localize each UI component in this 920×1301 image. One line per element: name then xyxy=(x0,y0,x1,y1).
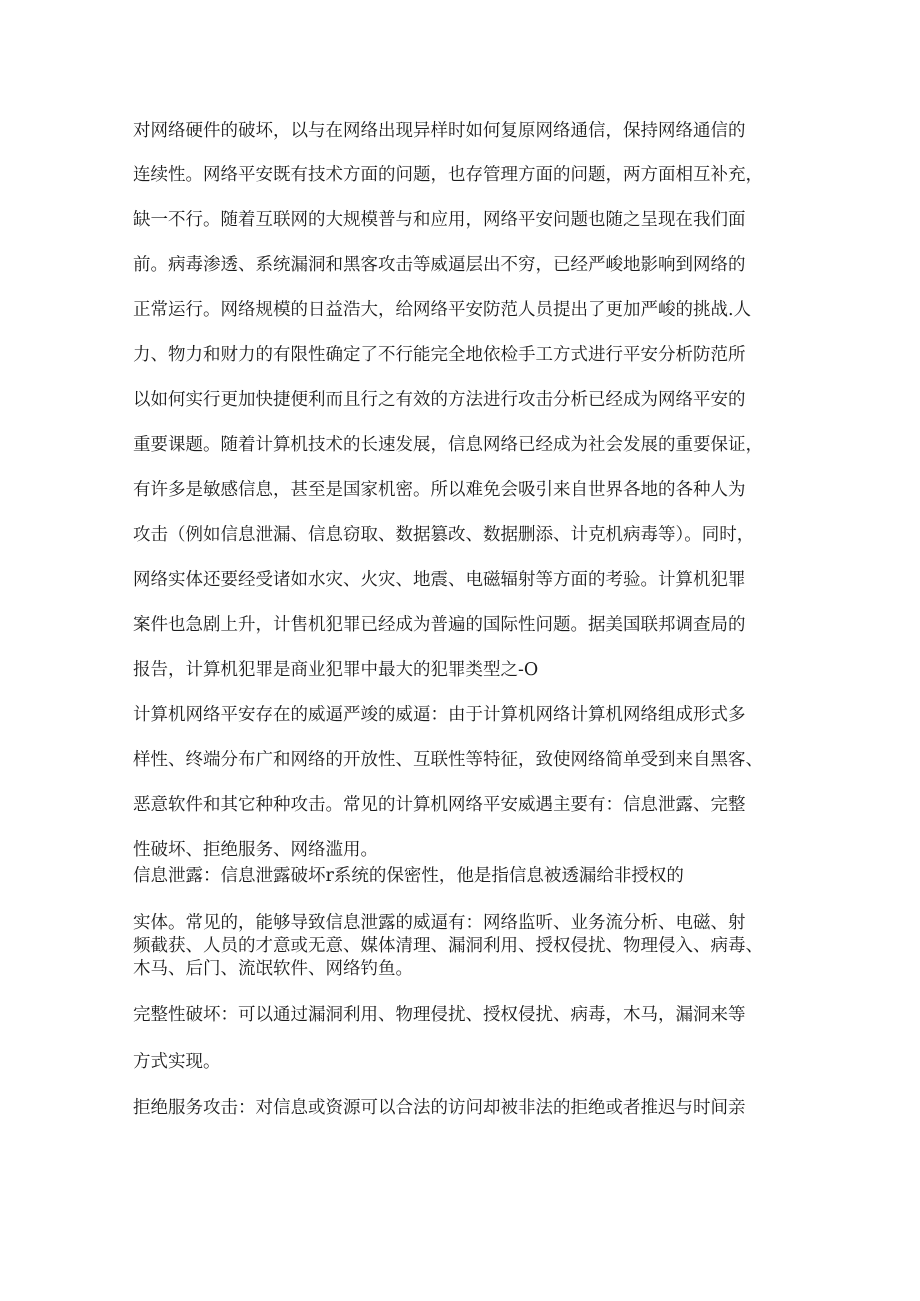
paragraph-line: 完整性破坏：可以通过漏洞利用、物理侵扰、授权侵扰、病毒，木马，漏洞来等 xyxy=(133,1005,746,1025)
paragraph-line: 木马、后门、流氓软件、网络钓鱼。 xyxy=(133,959,413,979)
paragraph-line: 频截获、人员的才意或无意、媒体清理、漏洞利用、授权侵扰、物理侵入、病毒、 xyxy=(133,936,763,956)
paragraph-line: 对网络硬件的破坏，以与在网络出现异样时如何复原网络通信，保持网络通信的 xyxy=(133,121,746,141)
paragraph-line: 重要课题。随着计算机技术的长速发展，信息网络已经成为社会发展的重要保证， xyxy=(133,435,763,455)
paragraph-line: 样性、终端分布广和网络的开放性、互联性等特征，致使网络简单受到来自黑客、 xyxy=(133,750,763,770)
paragraph-line: 拒绝服务攻击：对信息或资源可以合法的访问却被非法的拒绝或者推迟与时间亲 xyxy=(133,1098,746,1118)
paragraph-line: 报告，计算机犯罪是商业犯罪中最大的犯罪类型之-O xyxy=(133,660,539,680)
paragraph-line: 缺一不行。随着互联网的大规模普与和应用，网络平安问题也随之呈现在我们面 xyxy=(133,210,746,230)
paragraph-line: 连续性。网络平安既有技术方面的问题，也存管理方面的问题，两方面相互补充， xyxy=(133,165,763,185)
paragraph-line: 网络实体还要经受诸如水灾、火灾、地震、电磁辐射等方面的考验。计算机犯罪 xyxy=(133,570,746,590)
paragraph-line: 力、物力和财力的有限性确定了不行能完全地依检手工方式进行平安分析防范所 xyxy=(133,345,746,365)
paragraph-line: 前。病毒渗透、系统漏洞和黑客攻击等威逼层出不穷，已经严峻地影响到网络的 xyxy=(133,255,746,275)
paragraph-line: 有许多是敏感信息，甚至是国家机密。所以难免会吸引来自世界各地的各种人为 xyxy=(133,480,746,500)
paragraph-line: 性破坏、拒绝服务、网络滥用。 xyxy=(133,840,378,860)
paragraph-line: 实体。常见的，能够导致信息泄露的威逼有：网络监听、业务流分析、电磁、射 xyxy=(133,913,746,933)
paragraph-line: 正常运行。网络规模的日益浩大，给网络平安防范人员提出了更加严峻的挑战.人 xyxy=(133,300,752,320)
paragraph-line: 攻击（例如信息泄漏、信息窃取、数据篡改、数据删添、计克机病毒等）。同时， xyxy=(133,525,755,545)
paragraph-line: 案件也急剧上升，计售机犯罪已经成为普遍的国际性问题。据美国联邦调查局的 xyxy=(133,615,746,635)
paragraph-line: 方式实现。 xyxy=(133,1052,221,1072)
paragraph-line: 信息泄露：信息泄露破坏r系统的保密性，他是指信息被透漏给非授权的 xyxy=(133,866,684,886)
paragraph-line: 计算机网络平安存在的威逼严竣的威逼：由于计算机网络计算机网络组成形式多 xyxy=(133,705,746,725)
paragraph-line: 恶意软件和其它种种攻击。常见的计算机网络平安威遇主要有：信息泄露、完整 xyxy=(133,795,746,815)
paragraph-line: 以如何实行更加快捷便利而且行之有效的方法进行攻击分析已经成为网络平安的 xyxy=(133,390,746,410)
